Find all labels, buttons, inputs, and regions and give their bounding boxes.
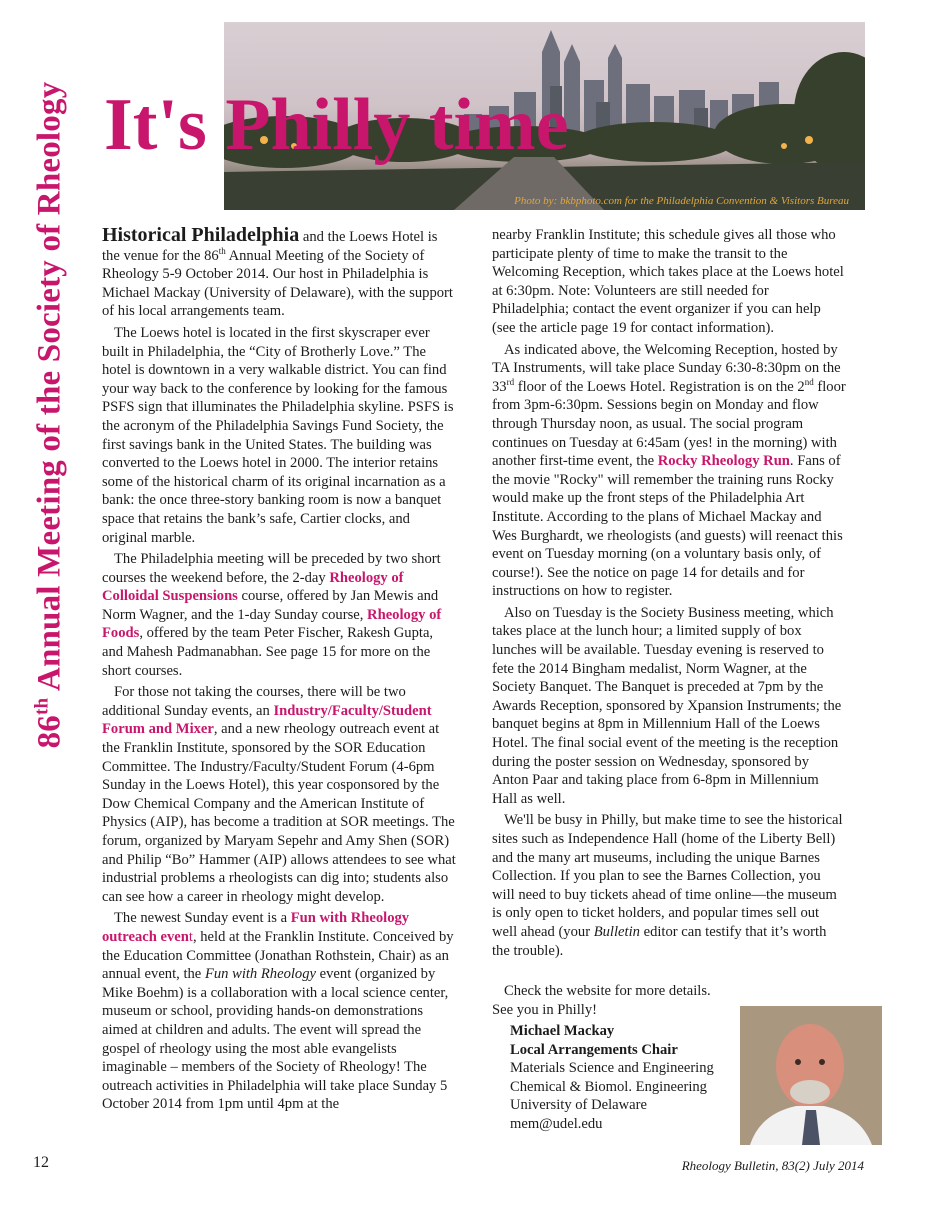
forum-link: Industry/Faculty/Student Forum and Mixer [102,702,432,738]
paragraph: The Philadelphia meeting will be preceded by two short courses the weekend before, the 2-day Rheology of Colloidal Suspensions course, offered by Jan Mewis and Norm Wagner, and the 1-day Sunday course, Rheology of Foods, offered by the team Peter Fischer, Rakesh Gupta, and Mahesh Padmanabhan. See page 15 for more on the short courses. [102,551,442,679]
author-email: mem@udel.edu [510,1115,603,1132]
article-column-left [102,226,457,1117]
course-link-colloidal: Rheology of Colloidal Suspensions [102,569,404,605]
author-name: Michael Mackay [510,1023,615,1039]
outreach-link: Fun with Rheology outreach even [102,910,410,945]
publication-info: Rheology Bulletin, 83(2) July 2014 [681,1158,864,1173]
article-column-right [492,226,847,963]
paragraph: We'll be busy in Philly, but make time to see the historical sites such as Independence Hall (home of the Liberty Bell) and the many art museums, including the unique Barnes Collection. If you plan to see the Barnes Collection, you will need to buy tickets ahead of time online—the museum is only open to ticket holders, and popular times sell out well ahead (your Bulletin editor can testify that it’s worth the trouble). [492,812,843,959]
page-number: 12 [33,1154,49,1171]
lead-in: Historical Philadelphia [102,224,300,246]
author-portrait [740,1006,882,1145]
paragraph: Historical Philadelphia and the Loews Hotel is the venue for the 86th Annual Meeting of the Society of Rheology 5-9 October 2014. Our host in Philadelphia is Michael Mackay (University of Delaware), with the support of his local arrangements team. [102,224,453,320]
paragraph: nearby Franklin Institute; this schedule gives all those who participate plenty of time to make the transit to the Welcoming Reception, which takes place at the Loews hotel at 6:30pm. Note: Volunteers are still needed for Philadelphia; contact the event organizer if you can help (see the article page 19 for contact information). [492,227,844,336]
paragraph: The newest Sunday event is a Fun with Rheology outreach event, held at the Franklin Institute. Conceived by the Education Committee (Jonathan Rothstein, Chair) as an annual event, the Fun with Rheology event (organized by Mike Boehm) is a collaboration with a local science center, museum or school, providing hands-on demonstrations aimed at children and adults. The event will spread the gospel of rheology using the most able evangelists imaginable – members of the Society of Rheology! The outreach activities in Philadelphia will take place Sunday 5 October 2014 from 1pm until 4pm at the [102,910,454,1113]
rocky-run-link: Rocky Rheology Run [657,453,790,470]
paragraph: Also on Tuesday is the Society Business meeting, which takes place at the lunch hour; a limited supply of box lunches will be available. Tuesday evening is reserved to fete the 2014 Bingham medalist, Norm Wagner, at the Society Banquet. The Banquet is preceded at 7pm by the Awards Reception, sponsored by Xpansion Instruments; the banquet begins at 8pm in Millennium Hall of the Loews Hotel. The final social event of the meeting is the reception during the poster session on Wednesday, sponsored by Anton Paar and taking place from 6-8pm in Millennium Hall as well. [492,604,842,807]
sign-off: Check the website for more details. See you in Philly! [492,983,711,1018]
headline: It's Philly time [104,84,569,166]
author-university: University of Delaware [510,1097,647,1114]
paragraph: As indicated above, the Welcoming Reception, hosted by TA Instruments, will take place Sunday 6:30-8:30pm on the 33rd floor of the Loews Hotel. Registration is on the 2nd floor from 3pm-6:30pm. Sessions begin on Monday and flow through Thursday noon, as usual. The social program continues on Tuesday at 6:45am (yes! in the morning) with another first-time event, the Rocky Rheology Run. Fans of the movie "Rocky" will remember the training runs Rocky would make up the front steps of the Philadelphia Art Institute. According to the plans of Michael Mackay and Wes Burghardt, we rheologists (and guests) will reenact this event on Tuesday morning (on a voluntary basis only, of course!). See the notice on page 14 for details and for instructions on how to register. [492,341,846,600]
paragraph: The Loews hotel is located in the first skyscraper ever built in Philadelphia, the “City of Brotherly Love.” The hotel is downtown in a very walkable district. You can find your way back to the conference by looking for the famous PSFS sign that illuminates the Philadelphia skyline. PSFS is the acronym of the Philadelphia Savings Fund Society, the first savings bank in the United States. The building was converted to the Loews hotel in 2000. The interior retains some of the historical charm of its original incarnation as a bank: the once three-story banking room is now a banquet space that retains the bank’s safe, Cartier clocks, and original marble. [102,324,454,546]
author-title: Local Arrangements Chair [510,1041,678,1058]
paragraph: For those not taking the courses, there will be two additional Sunday events, an Industry/Faculty/Student Forum and Mixer, and a new rheology outreach event at the Franklin Institute, sponsored by the SOR Education Committee. The Industry/Faculty/Student Forum (4-6pm Sunday in the Loews Hotel), this year cosponsored by the Dow Chemical Company and the American Institute of Physics (AIP), has become a tradition at SOR meetings. The forum, organized by Maryam Sepehr and Amy Shen (SOR) and Philip “Bo” Hammer (AIP) allows attendees to see what industrial problems a rheologists can dig into; students also can see how a career in rheology might develop. [102,684,456,905]
author-dept: Chemical & Biomol. Engineering [510,1078,707,1095]
side-title: 86th Annual Meeting of the Society of Rheology [31,81,68,749]
photo-credit: Photo by: bkbphoto.com for the Philadelphia Convention & Visitors Bureau [514,195,849,207]
course-link-foods: Rheology of Foods [102,606,442,642]
signature-block [510,1022,740,1134]
author-dept: Materials Science and Engineering [510,1060,714,1077]
